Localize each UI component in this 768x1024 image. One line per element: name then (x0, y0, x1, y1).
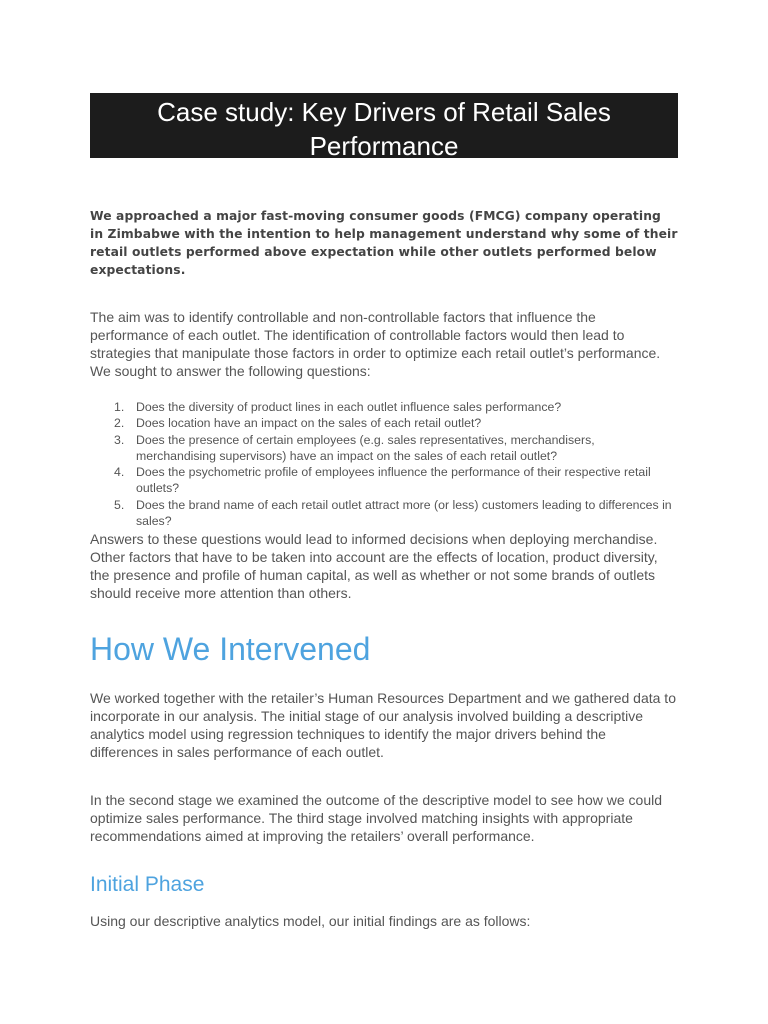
list-item (90, 415, 678, 431)
subsection-heading: Initial Phase (90, 873, 205, 897)
list-item-text: Does the brand name of each retail outlet attract more (or less) customers leading to differences in sales? (136, 497, 672, 529)
intervened-paragraph-2: In the second stage we examined the outcome of the descriptive model to see how we could optimize sales performance. The third stage involved matching insights with appropriate recommendations aimed at improving the retailers’ overall performance. (90, 792, 663, 845)
list-item-number: 2. (114, 416, 125, 431)
answers-paragraph: Answers to these questions would lead to informed decisions when deploying merchandise. Other factors that have to be taken into account are the effects of location, product diversity, the presence and profile of human capital, as well as whether or not some brands of outlets should receive more attention than others. (90, 531, 658, 602)
section-heading: How We Intervened (90, 631, 371, 668)
findings-paragraph: Using our descriptive analytics model, our initial findings are as follows: (90, 913, 531, 930)
intro-paragraph: We approached a major fast-moving consumer goods (FMCG) company operating in Zimbabwe with the intention to help management understand why some of their retail outlets performed above expectation while other outlets performed below expectations. (90, 209, 678, 277)
list-item-number: 1. (114, 400, 125, 414)
list-item (90, 464, 678, 497)
list-item-text: Does the diversity of product lines in each outlet influence sales performance? (136, 400, 562, 414)
list-item-number: 3. (114, 432, 125, 447)
list-item (90, 399, 678, 415)
intervened-paragraph-1: We worked together with the retailer’s Human Resources Department and we gathered data to incorporate in our analysis. The initial stage of our analysis involved building a descriptive analytics model using regression techniques to identify the major drivers behind the differences in sales performance of each outlet. (90, 690, 676, 761)
list-item-text: Does location have an impact on the sales of each retail outlet? (136, 416, 482, 431)
list-item-number: 4. (114, 465, 125, 480)
aim-paragraph: The aim was to identify controllable and non-controllable factors that influence the performance of each outlet. The identification of controllable factors would then lead to strategies that manipulate those factors in order to optimize each retail outlet’s performance. We sought to answer the following questions: (90, 309, 661, 379)
list-item (90, 497, 678, 530)
list-item-number: 5. (114, 497, 125, 512)
list-item (90, 432, 678, 465)
list-item-text: Does the psychometric profile of employees influence the performance of their respective retail outlets? (136, 465, 651, 496)
document-page (90, 93, 678, 930)
questions-list (90, 399, 678, 529)
list-item-text: Does the presence of certain employees (e.g. sales representatives, merchandisers, merchandising supervisors) have an impact on the sales of each retail outlet? (136, 432, 595, 463)
page-title: Case study: Key Drivers of Retail Sales Performance (90, 93, 678, 158)
